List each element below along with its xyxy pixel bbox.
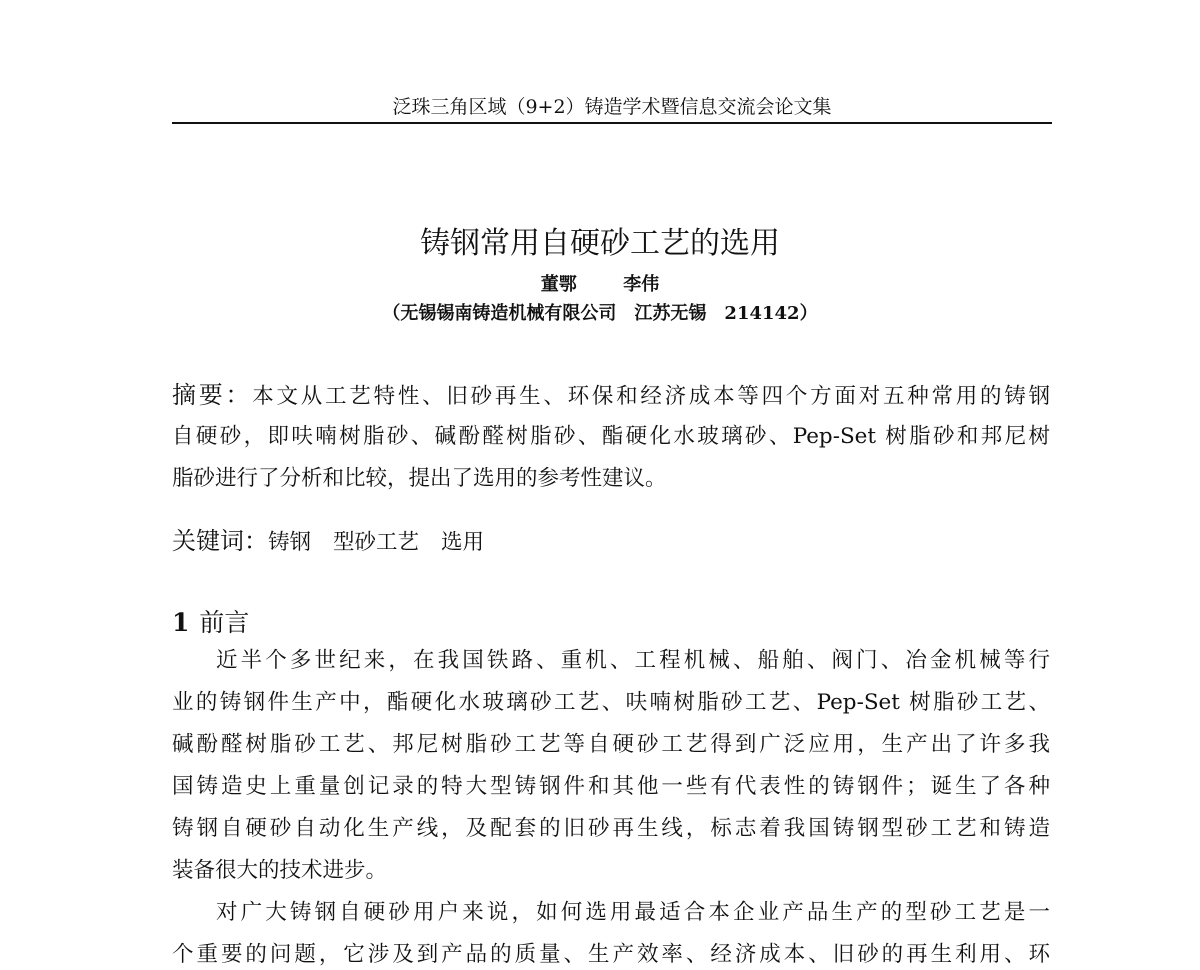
body-line: 装备很大的技术进步。 [172,858,388,883]
author-name: 李伟 [623,274,660,295]
running-header: 泛珠三角区域（9+2）铸造学术暨信息交流会论文集 [392,96,832,118]
header-rule [172,122,1052,124]
keyword: 型砂工艺 [333,530,420,555]
body-line: 铸钢自硬砂自动化生产线，及配套的旧砂再生线，标志着我国铸钢型砂工艺和铸造 [172,816,1050,841]
keyword: 铸钢 [268,530,312,555]
keywords [172,521,484,556]
body-line: 国铸造史上重量创记录的特大型铸钢件和其他一些有代表性的铸钢件；诞生了各种 [172,774,1050,799]
paper-title: 铸钢常用自硬砂工艺的选用 [420,226,780,261]
body-line: 对广大铸钢自硬砂用户来说，如何选用最适合本企业产品生产的型砂工艺是一 [216,900,1050,925]
keyword: 选用 [441,530,485,555]
section-title: 前言 [199,608,250,637]
body-line: 碱酚醛树脂砂工艺、邦尼树脂砂工艺等自硬砂工艺得到广泛应用，生产出了许多我 [172,732,1050,757]
body-line: 个重要的问题，它涉及到产品的质量、生产效率、经济成本、旧砂的再生利用、环 [172,942,1050,967]
body-line: 业的铸钢件生产中，酯硬化水玻璃砂工艺、呋喃树脂砂工艺、Pep-Set 树脂砂工艺、 [172,690,1050,715]
abstract-line: 脂砂进行了分析和比较，提出了选用的参考性建议。 [172,466,667,491]
author-name: 董鄂 [540,274,577,295]
abstract-line: 摘要：本文从工艺特性、旧砂再生、环保和经济成本等四个方面对五种常用的铸钢 [172,381,1050,409]
section-heading [172,603,249,639]
abstract-label: 摘要： [172,381,253,409]
abstract-line: 自硬砂，即呋喃树脂砂、碱酚醛树脂砂、酯硬化水玻璃砂、Pep-Set 树脂砂和邦尼树 [172,424,1050,449]
keywords-label: 关键词： [172,527,268,555]
affiliation: （无锡锡南铸造机械有限公司 江苏无锡 214142） [382,303,818,324]
section-number: 1 [172,608,190,637]
body-line: 近半个多世纪来，在我国铁路、重机、工程机械、船舶、阀门、冶金机械等行 [216,648,1050,673]
authors [0,270,1200,296]
